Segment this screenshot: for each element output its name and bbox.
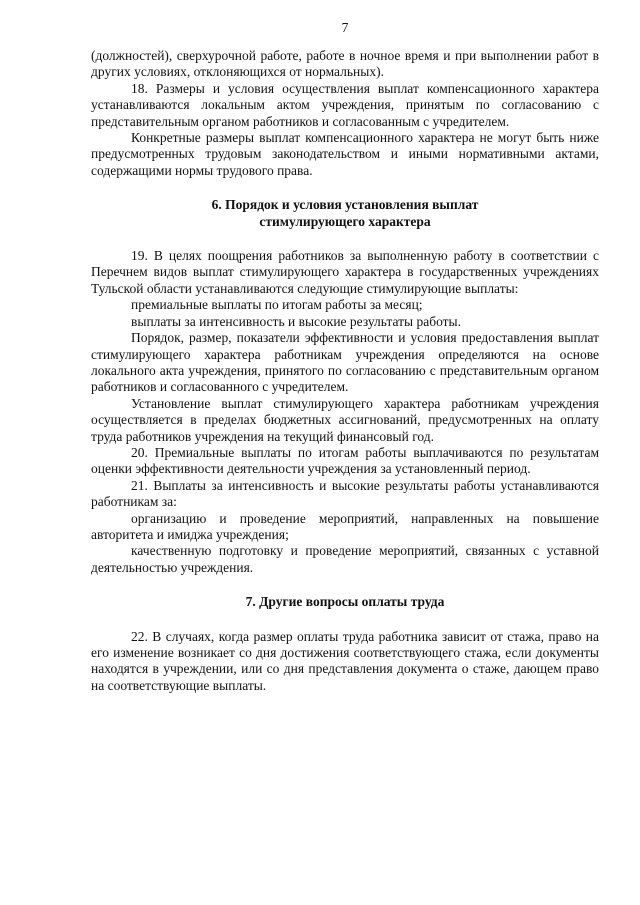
list-item-events: организацию и проведение мероприятий, направленных на повышение авторитета и имиджа учреждения; (91, 510, 599, 542)
spacer (91, 611, 599, 629)
list-item-intensity-payments: выплаты за интенсивность и высокие результаты работы. (131, 313, 461, 329)
section-6-heading (91, 197, 599, 230)
section-7-heading: 7. Другие вопросы оплаты труда (245, 594, 445, 610)
paragraph-establishment: Установление выплат стимулирующего характера работникам учреждения осуществляется в пределах бюджетных ассигнований, предусмотренных на оплату труда работников учреждения на текущий финансовый год. (91, 395, 599, 444)
paragraph-continuation: (должностей), сверхурочной работе, работе в ночное время и при выполнении работ в других условиях, отклоняющихся от нормальных). (91, 48, 599, 80)
section-6-heading-line2: стимулирующего характера (259, 213, 431, 229)
spacer (91, 230, 599, 248)
list-item-monthly-bonus: премиальные выплаты по итогам работы за месяц; (131, 297, 423, 313)
spacer (91, 576, 599, 594)
paragraph-19: 19. В целях поощрения работников за выполненную работу в соответствии с Перечнем видов выплат стимулирующего характера в государственных учреждениях Тульской области устанавливаются следующие стимулирующие выплаты: (91, 248, 599, 296)
list-item-preparation: качественную подготовку и проведение мероприятий, связанных с уставной деятельностью учреждения. (91, 543, 599, 575)
section-6-heading-line1: 6. Порядок и условия установления выплат (211, 197, 479, 213)
paragraph-procedure: Порядок, размер, показатели эффективности и условия предоставления выплат стимулирующего характера работникам учреждения определяются на основе локального акта учреждения, принятого по согласованию с представительным органом работников и согласованного с учредителем. (91, 330, 599, 395)
page-number: 7 (341, 20, 349, 35)
paragraph-compensation-limits: Конкретные размеры выплат компенсационного характера не могут быть ниже предусмотренных трудовым законодательством и иными нормативными актами, содержащими нормы трудового права. (91, 130, 599, 178)
paragraph-22: 22. В случаях, когда размер оплаты труда работника зависит от стажа, право на его изменение возникает со дня достижения соответствующего стажа, если документы находятся в учреждении, или со дня представления документа о стаже, дающем право на соответствующие выплаты. (91, 628, 599, 693)
paragraph-21: 21. Выплаты за интенсивность и высокие результаты работы устанавливаются работникам за: (91, 477, 599, 510)
spacer (91, 179, 599, 197)
document-body (91, 48, 599, 694)
paragraph-20: 20. Премиальные выплаты по итогам работы выплачиваются по результатам оценки эффективности деятельности учреждения за установленный период. (91, 444, 599, 477)
paragraph-18: 18. Размеры и условия осуществления выплат компенсационного характера устанавливаются локальным актом учреждения, принятым по согласованию с представительным органом работников и согласованным с учредителем. (91, 80, 599, 129)
